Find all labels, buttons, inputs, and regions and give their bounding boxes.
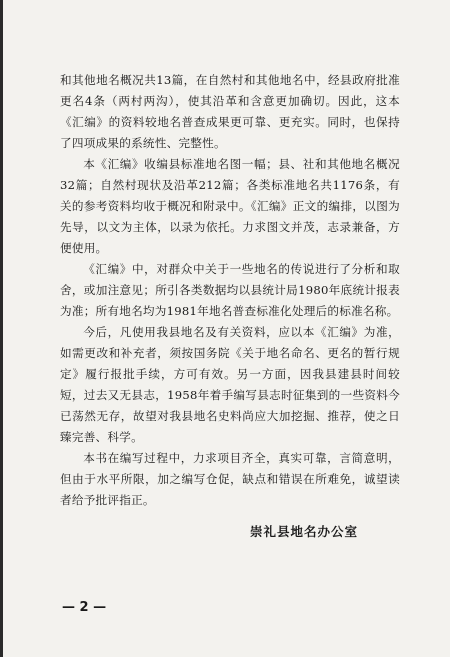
body-text (60, 70, 400, 511)
paragraph-3: 《汇编》中，对群众中关于一些地名的传说进行了分析和取舍，或加注意见；所引各类数据均以县统计局1980年底统计报表为准；所有地名均为1981年地名普查标准化处理后的标准名称。 (60, 262, 400, 318)
paragraph-1: 和其他地名概况共13篇，在自然村和其他地名中，经县政府批准更名4条（两村两沟），使其沿革和含意更加确切。因此，这本《汇编》的资料较地名普查成果更可靠、更充实。同时，也保持了四项成果的系统性、完整性。 (60, 73, 400, 150)
signature-office: 崇礼县地名办公室 (250, 524, 359, 539)
paragraph-5: 本书在编写过程中，力求项目齐全，真实可靠，言简意明，但由于水平所限，加之编写仓促，缺点和错误在所难免，诚望读者给予批评指正。 (60, 451, 400, 507)
page-edge-shadow (0, 0, 3, 657)
paragraph-2: 本《汇编》收编县标准地名图一幅；县、社和其他地名概况32篇；自然村现状及沿革212篇；各类标准地名共1176条，有关的参考资料均收于概况和附录中。《汇编》正文的编排，以图为先导，以文为主体，以录为依托。力求图文并茂，志录兼备，方便使用。 (60, 157, 400, 255)
paragraph-4: 今后，凡使用我县地名及有关资料，应以本《汇编》为准，如需更改和补充者，须按国务院《关于地名命名、更名的暂行规定》履行报批手续，方可有效。另一方面，因我县建县时间较短，过去又无县志，1958年着手编写县志时征集到的一些资料今已荡然无存，故望对我县地名史料尚应大加挖掘、推荐，使之日臻完善、科学。 (60, 325, 400, 444)
page-number: — 2 — (62, 600, 107, 615)
